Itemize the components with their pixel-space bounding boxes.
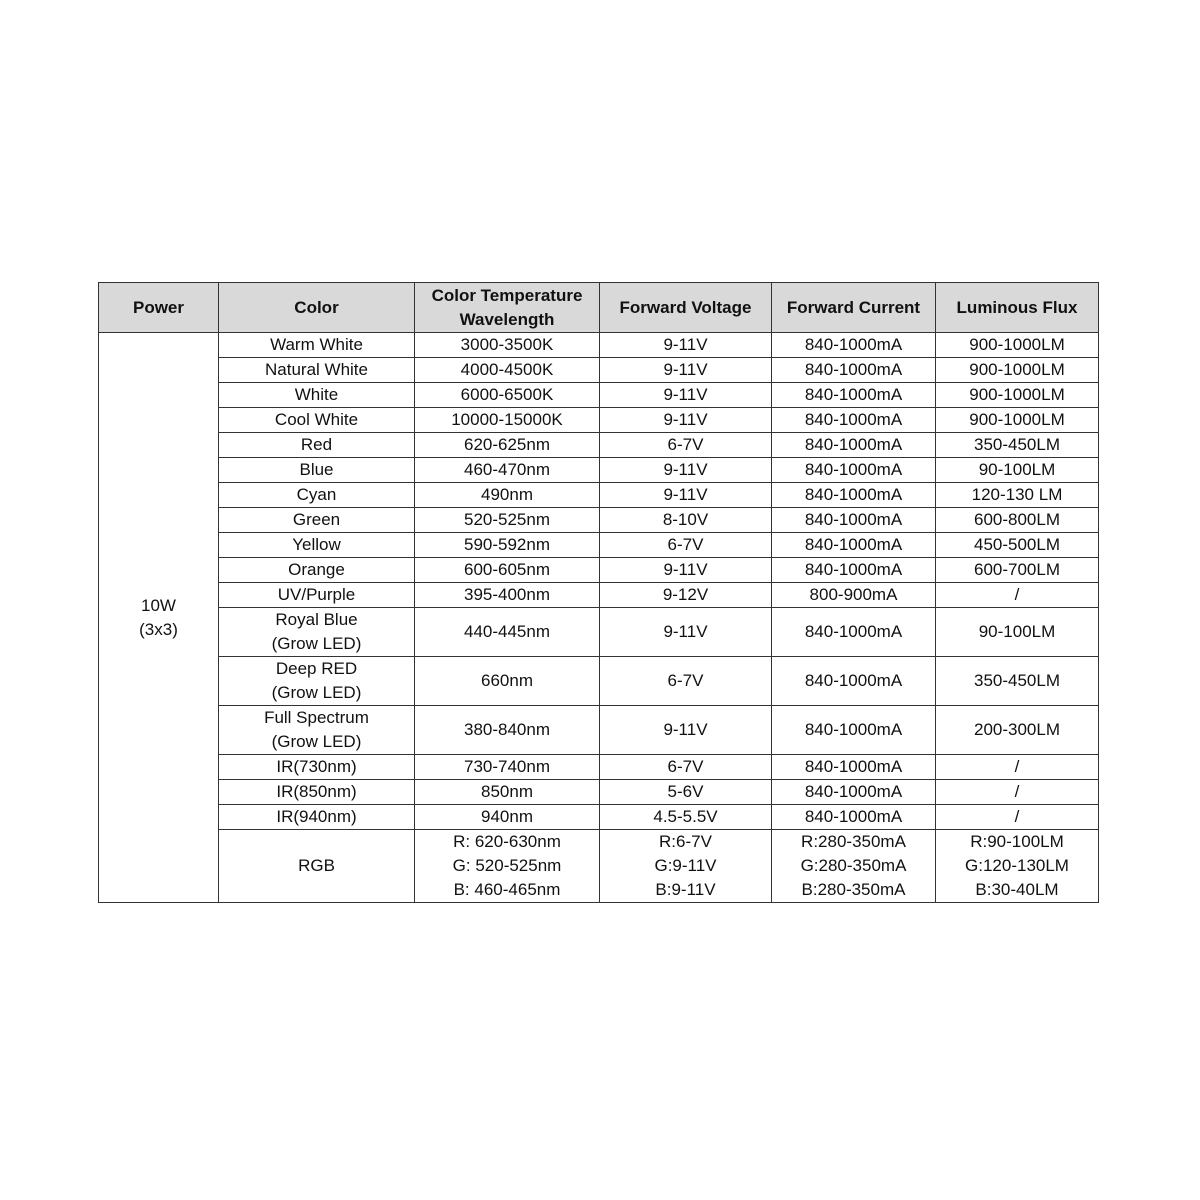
flux-cell-text: 120-130 LM xyxy=(971,485,1063,504)
voltage-cell-text: 6-7V xyxy=(667,671,704,690)
color-cell xyxy=(219,333,415,358)
voltage-cell-text: G:9-11V xyxy=(654,856,717,875)
voltage-cell-text: 5-6V xyxy=(667,782,704,801)
voltage-cell-text: 9-11V xyxy=(663,622,708,641)
temperature-cell xyxy=(415,755,600,780)
flux-cell xyxy=(936,408,1099,433)
header-temp-line-1: Color Temperature xyxy=(431,285,583,305)
table-row xyxy=(99,408,1099,433)
power-value: (3x3) xyxy=(139,619,178,639)
current-cell-text: 840-1000mA xyxy=(804,385,903,404)
current-cell xyxy=(772,558,936,583)
current-cell xyxy=(772,433,936,458)
voltage-cell xyxy=(600,805,772,830)
temperature-cell xyxy=(415,608,600,657)
color-cell-text: White xyxy=(294,385,339,404)
table-row xyxy=(99,533,1099,558)
table-row xyxy=(99,558,1099,583)
color-cell xyxy=(219,805,415,830)
current-cell-text: 840-1000mA xyxy=(804,485,903,504)
voltage-cell-text: 9-11V xyxy=(663,360,708,379)
flux-cell xyxy=(936,780,1099,805)
current-cell-text: R:280-350mA xyxy=(801,832,906,851)
current-cell-text: G:280-350mA xyxy=(800,856,907,875)
temperature-cell-text: 440-445nm xyxy=(463,622,550,641)
color-cell-text: Warm White xyxy=(270,335,363,354)
temperature-cell xyxy=(415,408,600,433)
color-cell xyxy=(219,558,415,583)
temperature-cell-text: 380-840nm xyxy=(463,720,550,739)
header-color-temperature xyxy=(415,283,600,333)
current-cell-text: 840-1000mA xyxy=(804,807,903,826)
voltage-cell xyxy=(600,533,772,558)
color-cell-text: (Grow LED) xyxy=(271,634,362,653)
temperature-cell-text: 620-625nm xyxy=(463,435,550,454)
current-cell xyxy=(772,458,936,483)
temperature-cell-text: 520-525nm xyxy=(463,510,550,529)
voltage-cell xyxy=(600,458,772,483)
color-cell xyxy=(219,608,415,657)
color-cell xyxy=(219,583,415,608)
voltage-cell xyxy=(600,358,772,383)
table-row xyxy=(99,383,1099,408)
header-row xyxy=(99,283,1099,333)
flux-cell-text: B:30-40LM xyxy=(975,880,1059,899)
color-cell-text: RGB xyxy=(298,856,335,875)
color-cell-text: IR(850nm) xyxy=(276,782,357,801)
flux-cell-text: 350-450LM xyxy=(973,435,1060,454)
voltage-cell xyxy=(600,755,772,780)
flux-cell-text: 900-1000LM xyxy=(969,335,1065,354)
temperature-cell xyxy=(415,358,600,383)
flux-cell-text: 900-1000LM xyxy=(969,360,1065,379)
color-cell-text: Cool White xyxy=(274,410,359,429)
flux-cell xyxy=(936,333,1099,358)
current-cell xyxy=(772,755,936,780)
color-cell xyxy=(219,408,415,433)
table-row xyxy=(99,483,1099,508)
voltage-cell xyxy=(600,558,772,583)
color-cell-text: Royal Blue xyxy=(275,610,358,629)
temperature-cell xyxy=(415,458,600,483)
color-cell-text: Natural White xyxy=(265,360,368,379)
voltage-cell xyxy=(600,583,772,608)
voltage-cell xyxy=(600,780,772,805)
table-row xyxy=(99,358,1099,383)
current-cell xyxy=(772,508,936,533)
color-cell-text: IR(940nm) xyxy=(276,807,357,826)
flux-cell xyxy=(936,358,1099,383)
current-cell-text: 840-1000mA xyxy=(804,757,903,776)
flux-cell-text: G:120-130LM xyxy=(965,856,1069,875)
current-cell-text: 800-900mA xyxy=(809,585,898,604)
header-forward-voltage: Forward Voltage xyxy=(600,283,772,333)
temperature-cell xyxy=(415,706,600,755)
color-cell-text: Blue xyxy=(299,460,334,479)
voltage-cell-text: 9-11V xyxy=(663,485,708,504)
led-spec-table xyxy=(98,282,1099,903)
voltage-cell-text: 8-10V xyxy=(662,510,709,529)
temperature-cell-text: G: 520-525nm xyxy=(452,856,562,875)
temperature-cell-text: 6000-6500K xyxy=(460,385,554,404)
color-cell xyxy=(219,830,415,903)
color-cell xyxy=(219,755,415,780)
color-cell xyxy=(219,533,415,558)
current-cell xyxy=(772,830,936,903)
flux-cell-text: / xyxy=(1014,807,1020,826)
header-forward-current: Forward Current xyxy=(772,283,936,333)
current-cell-text: 840-1000mA xyxy=(804,410,903,429)
color-cell-text: (Grow LED) xyxy=(271,683,362,702)
flux-cell xyxy=(936,706,1099,755)
current-cell xyxy=(772,333,936,358)
flux-cell xyxy=(936,583,1099,608)
voltage-cell-text: 6-7V xyxy=(667,435,704,454)
color-cell-text: Cyan xyxy=(296,485,337,504)
header-luminous-flux: Luminous Flux xyxy=(936,283,1099,333)
flux-cell xyxy=(936,805,1099,830)
table-body xyxy=(99,333,1099,903)
voltage-cell xyxy=(600,508,772,533)
current-cell xyxy=(772,533,936,558)
color-cell xyxy=(219,780,415,805)
temperature-cell xyxy=(415,508,600,533)
table-row xyxy=(99,780,1099,805)
current-cell xyxy=(772,583,936,608)
voltage-cell-text: 9-12V xyxy=(662,585,709,604)
color-cell-text: Green xyxy=(292,510,341,529)
color-cell xyxy=(219,383,415,408)
flux-cell xyxy=(936,383,1099,408)
temperature-cell xyxy=(415,558,600,583)
table-row xyxy=(99,805,1099,830)
flux-cell xyxy=(936,608,1099,657)
flux-cell xyxy=(936,558,1099,583)
current-cell-text: 840-1000mA xyxy=(804,435,903,454)
voltage-cell-text: 6-7V xyxy=(667,757,704,776)
flux-cell-text: 90-100LM xyxy=(978,622,1056,641)
current-cell xyxy=(772,706,936,755)
power-value: 10W xyxy=(141,595,176,615)
current-cell-text: B:280-350mA xyxy=(801,880,906,899)
current-cell-text: 840-1000mA xyxy=(804,510,903,529)
voltage-cell-text: R:6-7V xyxy=(659,832,712,851)
flux-cell-text: 350-450LM xyxy=(973,671,1060,690)
table-row xyxy=(99,608,1099,657)
header-power: Power xyxy=(99,283,219,333)
temperature-cell-text: R: 620-630nm xyxy=(453,832,561,851)
power-cell xyxy=(99,333,219,903)
flux-cell-text: / xyxy=(1014,782,1020,801)
flux-cell xyxy=(936,830,1099,903)
voltage-cell-text: 9-11V xyxy=(663,460,708,479)
table-row xyxy=(99,706,1099,755)
color-cell-text: Deep RED xyxy=(275,659,358,678)
voltage-cell-text: 6-7V xyxy=(667,535,704,554)
temperature-cell-text: 3000-3500K xyxy=(460,335,554,354)
current-cell xyxy=(772,657,936,706)
temperature-cell-text: 730-740nm xyxy=(463,757,550,776)
temperature-cell xyxy=(415,657,600,706)
color-cell-text: UV/Purple xyxy=(277,585,356,604)
header-color: Color xyxy=(219,283,415,333)
color-cell-text: Full Spectrum xyxy=(264,708,369,727)
current-cell-text: 840-1000mA xyxy=(804,782,903,801)
table-row xyxy=(99,830,1099,903)
color-cell xyxy=(219,657,415,706)
temperature-cell xyxy=(415,433,600,458)
voltage-cell xyxy=(600,333,772,358)
voltage-cell xyxy=(600,706,772,755)
temperature-cell-text: B: 460-465nm xyxy=(453,880,561,899)
table-row xyxy=(99,583,1099,608)
temperature-cell-text: 850nm xyxy=(481,782,533,801)
temperature-cell xyxy=(415,333,600,358)
table-row xyxy=(99,508,1099,533)
temperature-cell-text: 395-400nm xyxy=(463,585,550,604)
current-cell-text: 840-1000mA xyxy=(804,622,903,641)
color-cell-text: Red xyxy=(300,435,333,454)
table-row xyxy=(99,458,1099,483)
current-cell-text: 840-1000mA xyxy=(804,560,903,579)
flux-cell-text: 900-1000LM xyxy=(969,410,1065,429)
temperature-cell-text: 4000-4500K xyxy=(460,360,554,379)
voltage-cell xyxy=(600,408,772,433)
color-cell-text: (Grow LED) xyxy=(271,732,362,751)
color-cell xyxy=(219,508,415,533)
flux-cell-text: / xyxy=(1014,585,1020,604)
color-cell-text: Yellow xyxy=(292,535,341,554)
temperature-cell xyxy=(415,533,600,558)
color-cell xyxy=(219,458,415,483)
flux-cell xyxy=(936,508,1099,533)
temperature-cell-text: 490nm xyxy=(481,485,533,504)
voltage-cell-text: B:9-11V xyxy=(655,880,716,899)
voltage-cell xyxy=(600,433,772,458)
temperature-cell xyxy=(415,583,600,608)
temperature-cell xyxy=(415,830,600,903)
flux-cell xyxy=(936,483,1099,508)
current-cell xyxy=(772,383,936,408)
voltage-cell xyxy=(600,830,772,903)
temperature-cell-text: 10000-15000K xyxy=(451,410,563,429)
current-cell xyxy=(772,358,936,383)
table-row xyxy=(99,433,1099,458)
color-cell xyxy=(219,433,415,458)
voltage-cell xyxy=(600,383,772,408)
current-cell xyxy=(772,608,936,657)
current-cell-text: 840-1000mA xyxy=(804,460,903,479)
flux-cell-text: R:90-100LM xyxy=(970,832,1064,851)
current-cell xyxy=(772,483,936,508)
temperature-cell xyxy=(415,805,600,830)
temperature-cell-text: 660nm xyxy=(481,671,533,690)
current-cell xyxy=(772,408,936,433)
color-cell-text: IR(730nm) xyxy=(276,757,357,776)
flux-cell xyxy=(936,433,1099,458)
flux-cell-text: 600-800LM xyxy=(973,510,1060,529)
current-cell-text: 840-1000mA xyxy=(804,720,903,739)
flux-cell-text: 600-700LM xyxy=(973,560,1060,579)
table-row xyxy=(99,657,1099,706)
current-cell xyxy=(772,780,936,805)
current-cell-text: 840-1000mA xyxy=(804,335,903,354)
flux-cell xyxy=(936,458,1099,483)
voltage-cell-text: 9-11V xyxy=(663,410,708,429)
flux-cell-text: 900-1000LM xyxy=(969,385,1065,404)
voltage-cell xyxy=(600,608,772,657)
voltage-cell-text: 9-11V xyxy=(663,335,708,354)
temperature-cell-text: 590-592nm xyxy=(463,535,550,554)
header-temp-line-2: Wavelength xyxy=(459,309,555,329)
table-row xyxy=(99,755,1099,780)
flux-cell-text: / xyxy=(1014,757,1020,776)
flux-cell-text: 90-100LM xyxy=(978,460,1056,479)
flux-cell xyxy=(936,755,1099,780)
voltage-cell xyxy=(600,483,772,508)
voltage-cell-text: 9-11V xyxy=(663,720,708,739)
voltage-cell xyxy=(600,657,772,706)
voltage-cell-text: 4.5-5.5V xyxy=(653,807,718,826)
current-cell-text: 840-1000mA xyxy=(804,535,903,554)
color-cell xyxy=(219,706,415,755)
color-cell xyxy=(219,358,415,383)
flux-cell xyxy=(936,533,1099,558)
flux-cell xyxy=(936,657,1099,706)
voltage-cell-text: 9-11V xyxy=(663,385,708,404)
temperature-cell xyxy=(415,483,600,508)
voltage-cell-text: 9-11V xyxy=(663,560,708,579)
color-cell xyxy=(219,483,415,508)
temperature-cell xyxy=(415,780,600,805)
current-cell-text: 840-1000mA xyxy=(804,360,903,379)
flux-cell-text: 450-500LM xyxy=(973,535,1060,554)
current-cell-text: 840-1000mA xyxy=(804,671,903,690)
color-cell-text: Orange xyxy=(288,560,345,579)
flux-cell-text: 200-300LM xyxy=(973,720,1060,739)
temperature-cell-text: 460-470nm xyxy=(463,460,550,479)
temperature-cell-text: 600-605nm xyxy=(463,560,550,579)
temperature-cell xyxy=(415,383,600,408)
current-cell xyxy=(772,805,936,830)
table-row xyxy=(99,333,1099,358)
temperature-cell-text: 940nm xyxy=(481,807,533,826)
